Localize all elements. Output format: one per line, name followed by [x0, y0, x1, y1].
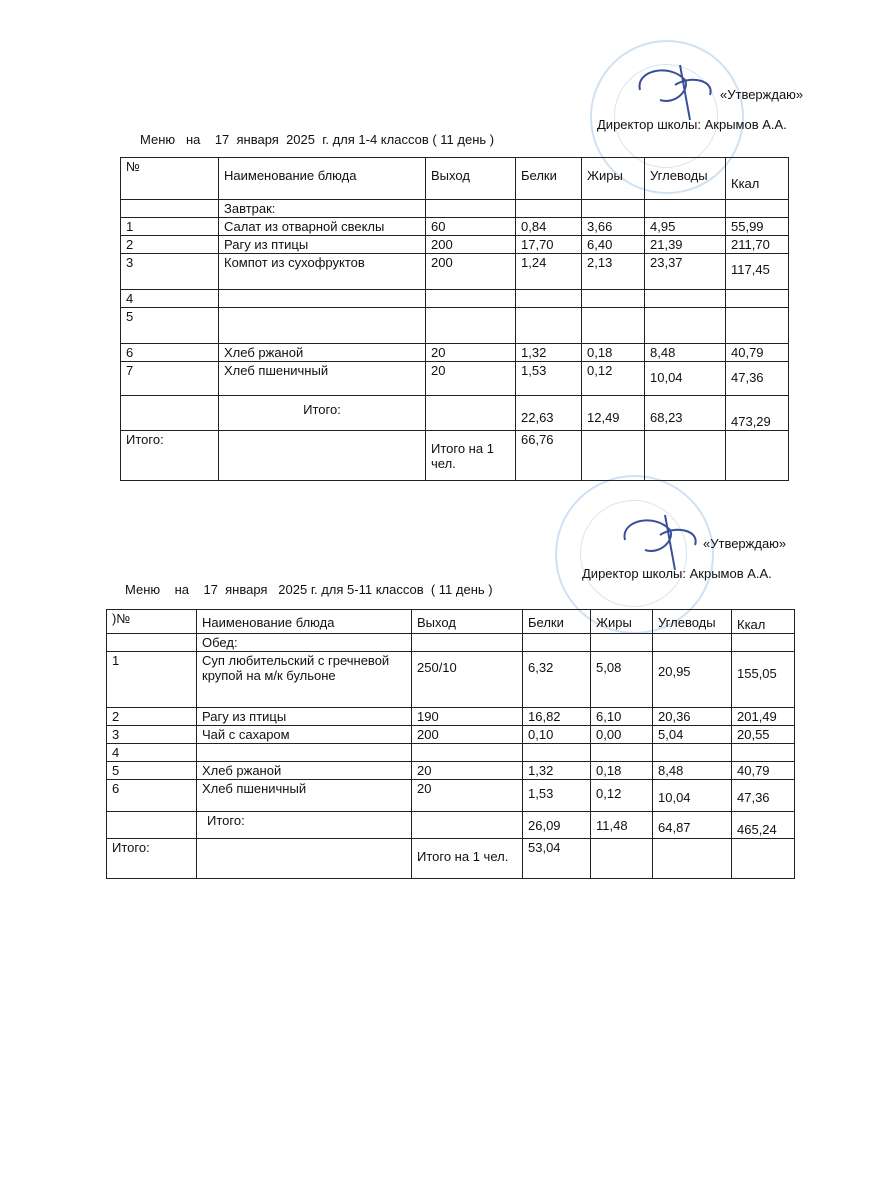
- row-yield: [426, 308, 516, 344]
- total-row: [121, 431, 789, 481]
- row-kcal: 55,99: [726, 218, 789, 236]
- row-no: 7: [121, 362, 219, 396]
- row-no: 4: [121, 290, 219, 308]
- signature-bottom: [615, 505, 705, 575]
- header-no: №: [121, 158, 219, 200]
- row-protein: [516, 290, 582, 308]
- row-no: 5: [107, 762, 197, 780]
- table-row: [107, 726, 795, 744]
- header-no: )№: [107, 610, 197, 634]
- row-no: 3: [121, 254, 219, 290]
- row-fat: 2,13: [582, 254, 645, 290]
- row-yield: 20: [412, 780, 523, 812]
- row-no: 6: [121, 344, 219, 362]
- header-yield: Выход: [412, 610, 523, 634]
- director-label-top: Директор школы: Акрымов А.А.: [597, 117, 787, 132]
- row-carbs: 8,48: [645, 344, 726, 362]
- row-fat: [582, 290, 645, 308]
- row-kcal: 40,79: [726, 344, 789, 362]
- subtotal-label: Итого:: [219, 396, 426, 431]
- signature-top: [630, 55, 720, 125]
- header-kcal: Ккал: [732, 610, 795, 634]
- table-row: [121, 218, 789, 236]
- row-dish: Чай с сахаром: [197, 726, 412, 744]
- row-protein: 0,10: [523, 726, 591, 744]
- row-kcal: [732, 744, 795, 762]
- row-yield: 200: [426, 236, 516, 254]
- header-carbs: Углеводы: [653, 610, 732, 634]
- meal-row: [107, 634, 795, 652]
- row-protein: 6,32: [523, 652, 591, 708]
- row-dish: Компот из сухофруктов: [219, 254, 426, 290]
- row-protein: 1,53: [516, 362, 582, 396]
- row-dish: [219, 290, 426, 308]
- table-header-row: [107, 610, 795, 634]
- row-no: 2: [107, 708, 197, 726]
- row-carbs: 5,04: [653, 726, 732, 744]
- row-dish: Хлеб ржаной: [219, 344, 426, 362]
- total-per-person-label: Итого на 1 чел.: [426, 431, 516, 481]
- meal-row: [121, 200, 789, 218]
- header-dish: Наименование блюда: [197, 610, 412, 634]
- row-carbs: 8,48: [653, 762, 732, 780]
- table-row: [121, 308, 789, 344]
- row-carbs: 20,95: [653, 652, 732, 708]
- row-yield: [426, 290, 516, 308]
- header-yield: Выход: [426, 158, 516, 200]
- table-row: [107, 762, 795, 780]
- row-kcal: 117,45: [726, 254, 789, 290]
- row-dish: [219, 308, 426, 344]
- table-row: [107, 652, 795, 708]
- row-dish: Хлеб ржаной: [197, 762, 412, 780]
- header-protein: Белки: [523, 610, 591, 634]
- row-no: 2: [121, 236, 219, 254]
- row-yield: 200: [426, 254, 516, 290]
- table-header-row: [121, 158, 789, 200]
- director-label-bottom: Директор школы: Акрымов А.А.: [582, 566, 772, 581]
- row-kcal: 40,79: [732, 762, 795, 780]
- row-no: 1: [121, 218, 219, 236]
- row-dish: [197, 744, 412, 762]
- total-row: [107, 839, 795, 879]
- row-yield: 200: [412, 726, 523, 744]
- header-fat: Жиры: [591, 610, 653, 634]
- subtotal-protein: 26,09: [523, 812, 591, 839]
- row-kcal: 211,70: [726, 236, 789, 254]
- row-carbs: [645, 308, 726, 344]
- menu1-table: [120, 157, 789, 481]
- row-fat: 3,66: [582, 218, 645, 236]
- row-fat: 0,18: [582, 344, 645, 362]
- row-dish: Хлеб пшеничный: [219, 362, 426, 396]
- row-yield: [412, 744, 523, 762]
- row-dish: Рагу из птицы: [197, 708, 412, 726]
- header-carbs: Углеводы: [645, 158, 726, 200]
- table-row: [121, 254, 789, 290]
- subtotal-protein: 22,63: [516, 396, 582, 431]
- row-fat: 0,18: [591, 762, 653, 780]
- row-kcal: [726, 290, 789, 308]
- row-yield: 250/10: [412, 652, 523, 708]
- row-yield: 20: [426, 344, 516, 362]
- row-no: 4: [107, 744, 197, 762]
- total-per-person-value: 66,76: [516, 431, 582, 481]
- subtotal-fat: 11,48: [591, 812, 653, 839]
- row-protein: [523, 744, 591, 762]
- subtotal-row: [107, 812, 795, 839]
- row-no: 5: [121, 308, 219, 344]
- menu1-title: Меню на 17 января 2025 г. для 1-4 классов ( 11 день ): [140, 132, 495, 147]
- row-protein: 1,53: [523, 780, 591, 812]
- row-dish: Рагу из птицы: [219, 236, 426, 254]
- header-dish: Наименование блюда: [219, 158, 426, 200]
- row-yield: 20: [426, 362, 516, 396]
- meal-label: Завтрак:: [219, 200, 426, 218]
- row-fat: [591, 744, 653, 762]
- row-carbs: [645, 290, 726, 308]
- row-protein: 1,32: [523, 762, 591, 780]
- row-protein: [516, 308, 582, 344]
- menu2-title: Меню на 17 января 2025 г. для 5-11 классов ( 11 день ): [125, 582, 493, 597]
- row-fat: [582, 308, 645, 344]
- header-protein: Белки: [516, 158, 582, 200]
- row-fat: 6,10: [591, 708, 653, 726]
- row-no: 1: [107, 652, 197, 708]
- subtotal-kcal: 465,24: [732, 812, 795, 839]
- approve-label-bottom: «Утверждаю»: [703, 536, 787, 551]
- row-protein: 1,32: [516, 344, 582, 362]
- row-kcal: 47,36: [732, 780, 795, 812]
- row-yield: 20: [412, 762, 523, 780]
- table-row: [121, 362, 789, 396]
- row-carbs: 4,95: [645, 218, 726, 236]
- row-fat: 0,12: [591, 780, 653, 812]
- row-fat: 5,08: [591, 652, 653, 708]
- row-protein: 16,82: [523, 708, 591, 726]
- row-yield: 60: [426, 218, 516, 236]
- total-per-person-label: Итого на 1 чел.: [412, 839, 523, 879]
- row-fat: 6,40: [582, 236, 645, 254]
- row-protein: 17,70: [516, 236, 582, 254]
- subtotal-row: [121, 396, 789, 431]
- row-carbs: 20,36: [653, 708, 732, 726]
- row-carbs: 21,39: [645, 236, 726, 254]
- row-carbs: [653, 744, 732, 762]
- row-carbs: 23,37: [645, 254, 726, 290]
- total-label: Итого:: [107, 839, 197, 879]
- table-row: [107, 744, 795, 762]
- total-label: Итого:: [121, 431, 219, 481]
- row-no: 6: [107, 780, 197, 812]
- menu2-table: [106, 609, 795, 879]
- table-row: [121, 290, 789, 308]
- subtotal-label: Итого:: [197, 812, 412, 839]
- row-dish: Суп любительский с гречневой крупой на м/к бульоне: [197, 652, 412, 708]
- total-per-person-value: 53,04: [523, 839, 591, 879]
- subtotal-carbs: 64,87: [653, 812, 732, 839]
- row-fat: 0,12: [582, 362, 645, 396]
- table-row: [107, 708, 795, 726]
- row-carbs: 10,04: [653, 780, 732, 812]
- row-dish: Хлеб пшеничный: [197, 780, 412, 812]
- row-kcal: 47,36: [726, 362, 789, 396]
- row-protein: 1,24: [516, 254, 582, 290]
- row-kcal: 155,05: [732, 652, 795, 708]
- meal-label: Обед:: [197, 634, 412, 652]
- approve-label-top: «Утверждаю»: [720, 87, 804, 102]
- row-yield: 190: [412, 708, 523, 726]
- subtotal-fat: 12,49: [582, 396, 645, 431]
- row-kcal: [726, 308, 789, 344]
- table-row: [121, 236, 789, 254]
- row-no: 3: [107, 726, 197, 744]
- subtotal-kcal: 473,29: [726, 396, 789, 431]
- row-kcal: 20,55: [732, 726, 795, 744]
- table-row: [121, 344, 789, 362]
- header-kcal: Ккал: [726, 158, 789, 200]
- row-carbs: 10,04: [645, 362, 726, 396]
- row-fat: 0,00: [591, 726, 653, 744]
- header-fat: Жиры: [582, 158, 645, 200]
- row-kcal: 201,49: [732, 708, 795, 726]
- subtotal-carbs: 68,23: [645, 396, 726, 431]
- row-protein: 0,84: [516, 218, 582, 236]
- row-dish: Салат из отварной свеклы: [219, 218, 426, 236]
- table-row: [107, 780, 795, 812]
